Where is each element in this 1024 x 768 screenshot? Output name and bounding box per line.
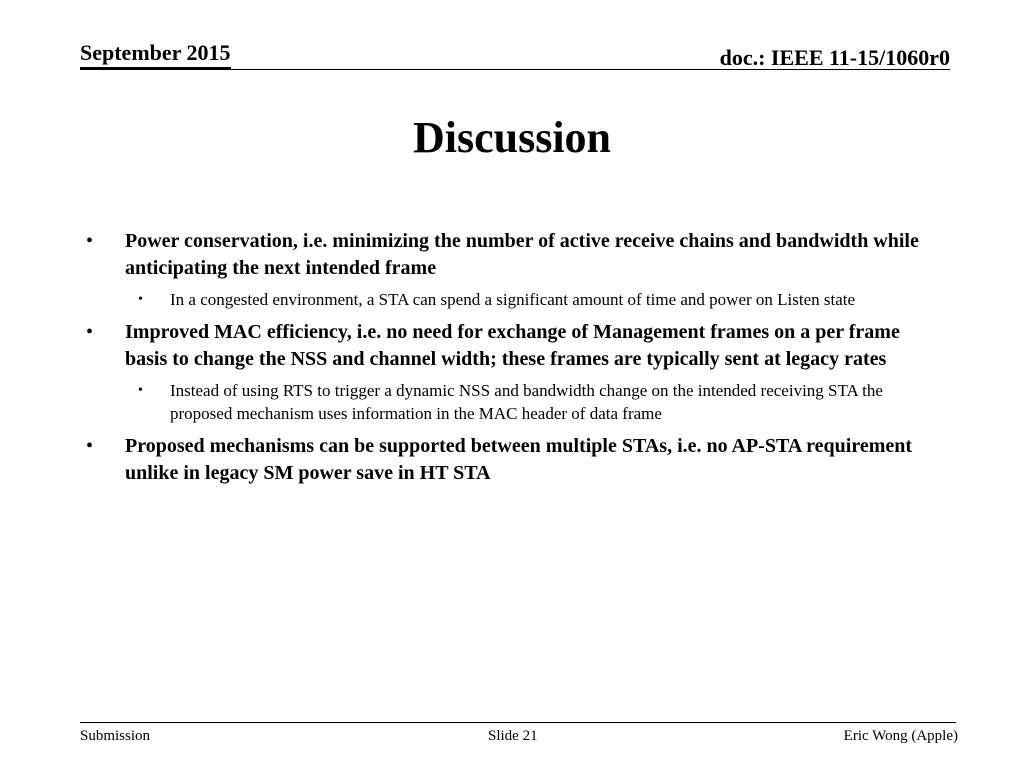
- sub-bullet-rts-trigger: [80, 379, 940, 425]
- sub-bullet-dot-icon: •: [138, 383, 143, 398]
- bullet-list: [80, 228, 940, 493]
- header-divider: [80, 69, 950, 70]
- bullet-mac-efficiency: [80, 319, 940, 373]
- header-doc-id: doc.: IEEE 11-15/1060r0: [719, 45, 950, 70]
- bullet-dot-icon: •: [86, 435, 94, 457]
- bullet-dot-icon: •: [86, 321, 94, 343]
- footer-author: Eric Wong (Apple): [843, 728, 958, 744]
- bullet-text: Improved MAC efficiency, i.e. no need for exchange of Management frames on a per frame basis to change the NSS and channel width; these frames are typically sent at legacy rates: [125, 321, 900, 370]
- footer-slide-number: Slide 21: [488, 728, 538, 744]
- sub-bullet-text: In a congested environment, a STA can spend a significant amount of time and power on Listen state: [170, 290, 856, 309]
- header-date: September 2015: [80, 40, 231, 69]
- sub-bullet-text: Instead of using RTS to trigger a dynamic NSS and bandwidth change on the intended receiving STA the proposed mechanism uses information in the MAC header of data frame: [170, 381, 883, 423]
- sub-bullet-congested-environment: [80, 288, 940, 311]
- bullet-power-conservation: [80, 228, 940, 282]
- slide-title: Discussion: [412, 113, 612, 162]
- sub-bullet-dot-icon: •: [138, 292, 143, 307]
- footer-divider: [80, 722, 956, 723]
- bullet-dot-icon: •: [86, 230, 94, 252]
- bullet-text: Proposed mechanisms can be supported between multiple STAs, i.e. no AP-STA requirement unlike in legacy SM power save in HT STA: [125, 435, 913, 484]
- bullet-text: Power conservation, i.e. minimizing the number of active receive chains and bandwidth while anticipating the next intended frame: [125, 230, 919, 279]
- footer-submission: Submission: [80, 728, 151, 744]
- bullet-multiple-stas: [80, 433, 940, 487]
